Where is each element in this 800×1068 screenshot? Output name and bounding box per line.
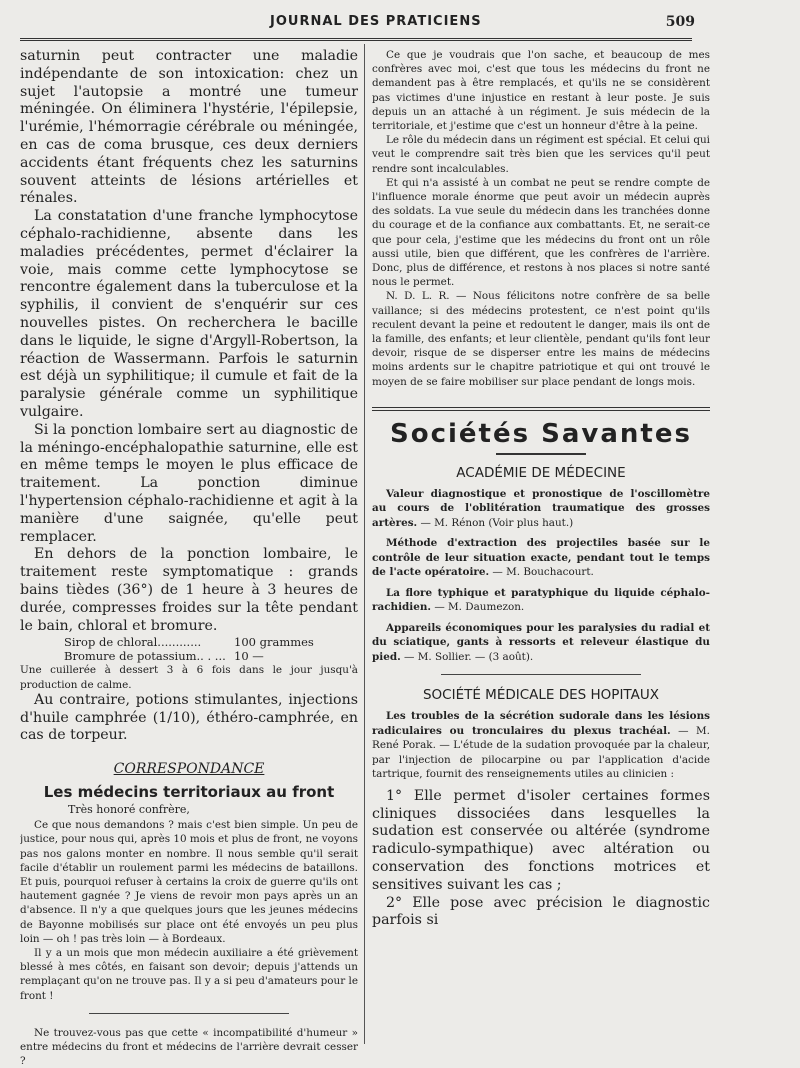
report-entry — [372, 487, 710, 531]
drug-name: Sirop de chloral............ — [64, 635, 202, 650]
report-title: Méthode d'extraction des projectiles basée sur le contrôle de leur situation exacte, pendant tout le temps de l'acte opératoire. — [372, 537, 710, 579]
column-divider — [364, 44, 365, 1044]
header-rule — [20, 38, 692, 41]
report-title: Appareils économiques pour les paralysies du radial et du sciatique, gants à ressorts et releveur élastique du pied. — [372, 621, 710, 663]
prescription-line — [20, 635, 358, 649]
academy-heading: ACADÉMIE DE MÉDECINE — [456, 464, 626, 481]
closing-question: Ne trouvez-vous pas que cette « incompatibilité d'humeur » entre médecins du front et médecins de l'arrière devrait cesser ? — [20, 1026, 358, 1068]
salutation: Très honoré confrère, — [68, 803, 190, 817]
paragraph: 2° Elle pose avec précision le diagnostic parfois si — [372, 894, 710, 929]
drug-name: Bromure de potassium.. . ... — [64, 649, 226, 664]
report-entry — [372, 586, 710, 615]
paragraph: 1° Elle permet d'isoler certaines formes cliniques dissociées dans lesquelles la sudation est conservée ou altérée (syndrome radiculo-sympathique) avec altération ou conservation des fonctions motrices et sensitives suivant les cas ; — [372, 787, 710, 893]
paragraph: La constatation d'une franche lymphocytose céphalo-rachidienne, absente dans les maladies précédentes, permet d'éclairer la voie, mais comme cette lymphocytose se rencontre également dans la tuberculose et la syphilis, il convient de s'enquérir sur ces nouvelles pistes. On recherchera le bacille dans le liquide, le signe d'Argyll-Robertson, la réaction de Wassermann. Parfois le saturnin est déjà un syphilitique; il cumule et fait de la paralysie générale comme un syphilitique vulgaire. — [20, 208, 358, 420]
separator-rule — [89, 1013, 289, 1014]
report-author: — M. Bouchacourt. — [489, 566, 594, 579]
paragraph: Le rôle du médecin dans un régiment est spécial. Et celui qui veut le comprendre sait très bien que les services qu'il peut rendre sont incalculables. — [372, 134, 710, 175]
report-title: Les troubles de la sécrétion sudorale dans les lésions radiculaires ou tronculaires du plexus trachéal. — [372, 710, 710, 737]
section-heading: CORRESPONDANCE — [113, 761, 265, 778]
right-column — [372, 48, 710, 930]
page-header — [20, 6, 695, 32]
paragraph: Ce que je voudrais que l'on sache, et beaucoup de mes confrères avec moi, c'est que tous les médecins du front ne demandent pas à être remplacés, et qu'ils ne se considèrent pas victimes d'une injustice en restant à leur poste. Je suis depuis un an attaché à un régiment. Je suis médecin de la territoriale, et j'estime que c'est un honneur d'être à la peine. — [372, 49, 710, 133]
drug-quantity: 100 grammes — [234, 635, 314, 650]
paragraph: Au contraire, potions stimulantes, injections d'huile camphrée (1/10), éthéro-camphrée, en cas de torpeur. — [20, 691, 358, 744]
article-title: Les médecins territoriaux au front — [43, 783, 335, 802]
prescription-line — [20, 649, 358, 663]
report-entry — [372, 536, 710, 580]
section-heading: Sociétés Savantes — [390, 418, 692, 449]
heading-underline — [496, 453, 586, 455]
report-title: La flore typhique et paratyphique du liquide céphalo-rachidien. — [372, 586, 710, 614]
left-column — [20, 48, 358, 1068]
report-author: — M. Daumezon. — [431, 601, 525, 614]
separator-rule — [441, 674, 641, 675]
letter-paragraph: Ce que nous demandons ? mais c'est bien simple. Un peu de justice, pour nous qui, après 10 mois et plus de front, ne voyons pas nos galons monter en nombre. Il nous semble qu'il serait facile d'établir un roulement parmi les médecins de bataillons. Et puis, pourquoi refuser à certains la croix de guerre qu'ils ont hautement gagnée ? Je viens de revoir mon pays après un an d'absence. Il n'y a que quelques jours que les jeunes médecins de Bayonne mobilisés sur place ont été envoyés un peu plus loin — oh ! pas très loin — à Bordeaux. — [20, 819, 358, 945]
dosage-note: Une cuillerée à dessert 3 à 6 fois dans le jour jusqu'à production de calme. — [20, 664, 358, 691]
editor-note: N. D. L. R. — Nous félicitons notre confrère de sa belle vaillance; si des médecins protestent, ce n'est point qu'ils reculent devant la peine et redoutent le danger, mais ils ont de la famille, des enfants; et leur clientèle, pendant qu'ils font leur devoir, risque de se disperser entre les mains de médecins moins ardents sur le chapitre patriotique et qui ont trouvé le moyen de se faire mobiliser sur place pendant de longs mois. — [372, 290, 710, 388]
letter-paragraph: Il y a un mois que mon médecin auxiliaire a été grièvement blessé à mes côtés, en faisant son devoir; depuis j'attends un remplaçant qu'on ne trouve pas. Il y a si peu d'amateurs pour le front ! — [20, 946, 358, 1002]
running-title: JOURNAL DES PRATICIENS — [270, 14, 482, 29]
report-author: — M. Sollier. — (3 août). — [400, 650, 534, 663]
section-rule — [372, 407, 710, 411]
drug-quantity: 10 — — [234, 649, 264, 664]
society-heading: SOCIÉTÉ MÉDICALE DES HOPITAUX — [422, 687, 659, 704]
report-author: — M. Rénon (Voir plus haut.) — [417, 516, 574, 529]
paragraph: En dehors de la ponction lombaire, le traitement reste symptomatique : grands bains tièdes (36°) de 1 heure à 3 heures de durée, compresses froides sur la tête pendant le bain, chloral et bromure. — [20, 546, 358, 634]
page-number: 509 — [665, 14, 695, 30]
report-entry — [372, 709, 710, 782]
paragraph: Et qui n'a assisté à un combat ne peut se rendre compte de l'influence morale énorme que peut avoir un médecin auprès des soldats. La vue seule du médecin dans les tranchées donne du courage et de la confiance aux combattants. Et, ne serait-ce que pour cela, j'estime que les médecins du front ont un rôle aussi utile, bien que différent, que les confrères de l'arrière. Donc, plus de différence, et restons à nos places si notre santé nous le permet. — [372, 176, 710, 289]
paragraph: saturnin peut contracter une maladie indépendante de son intoxication: chez un sujet l'autopsie a montré une tumeur méningée. On éliminera l'hystérie, l'épilepsie, l'urémie, l'hémorragie cérébrale ou méningée, en cas de coma brusque, ces deux derniers accidents étant fréquents chez les saturnins souvent atteints de lésions artérielles et rénales. — [20, 48, 358, 207]
report-title: Valeur diagnostique et pronostique de l'oscillomètre au cours de l'oblitération traumatique des grosses artères. — [372, 487, 710, 529]
report-text: — M. René Porak. — L'étude de la sudation provoquée par la chaleur, par l'injection de pilocarpine ou par l'application d'acide tartrique, fournit des renseignements utiles au clinicien : — [372, 724, 710, 781]
paragraph: Si la ponction lombaire sert au diagnostic de la méningo-encéphalopathie saturnine, elle est en même temps le moyen le plus efficace de traitement. La ponction diminue l'hypertension céphalo-rachidienne et agit à la manière d'une saignée, qu'elle peut remplacer. — [20, 421, 358, 545]
report-entry — [372, 621, 710, 665]
